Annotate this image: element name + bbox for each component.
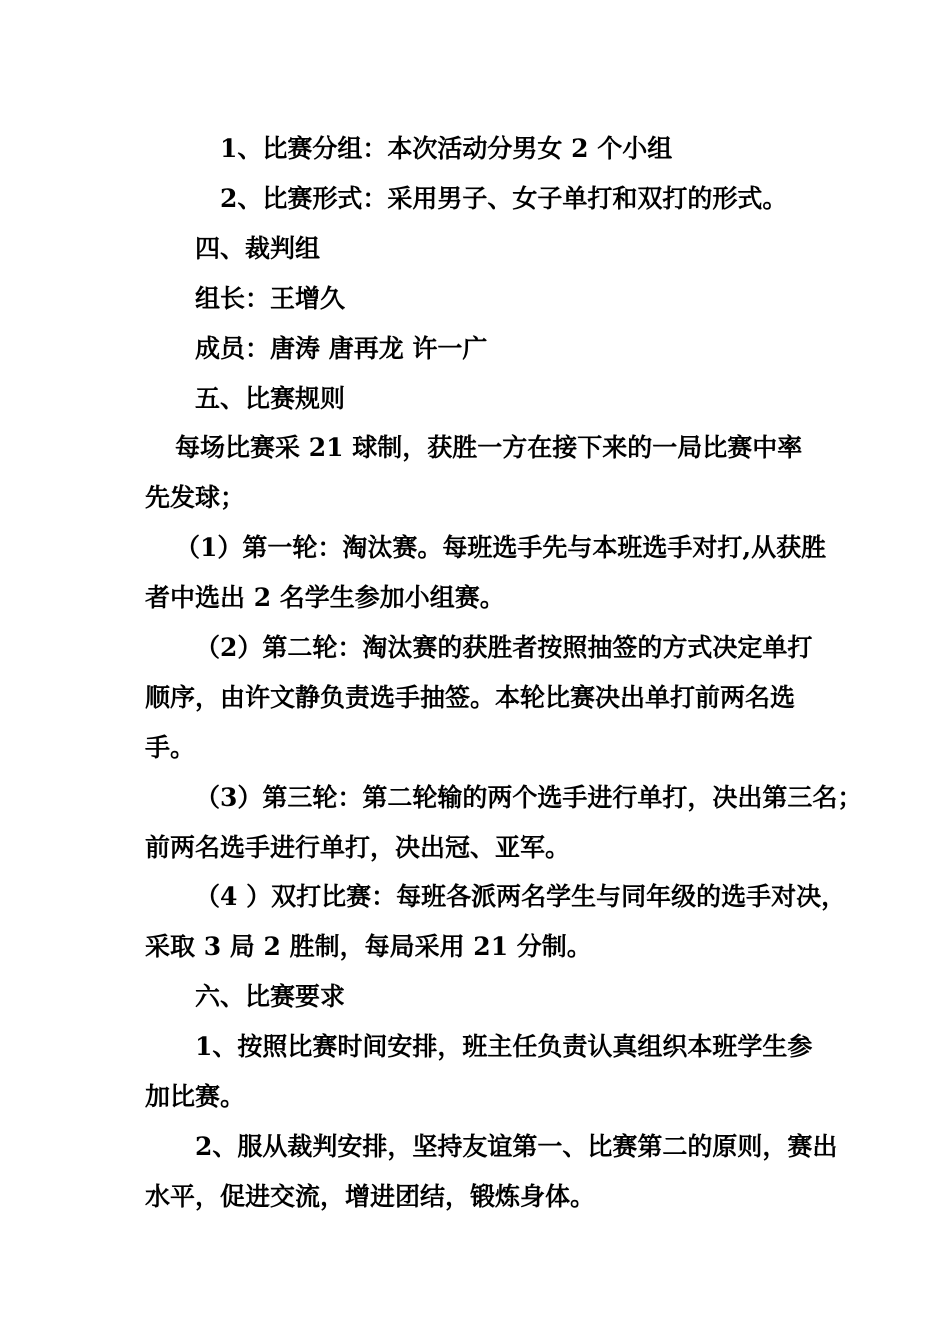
text-line-round-2-end: 手。 (145, 733, 196, 762)
text-line-doubles: （4 ）双打比赛：每班各派两名学生与同年级的选手对决， (195, 882, 847, 911)
heading-referee-group: 四、裁判组 (195, 234, 321, 263)
text-line-leader: 组长：王增久 (195, 284, 346, 313)
text-line-round-1-cont: 者中选出 2 名学生参加小组赛。 (145, 583, 505, 612)
text-line-requirement-1-cont: 加比赛。 (145, 1082, 246, 1111)
text-line-round-2-cont: 顺序，由许文静负责选手抽签。本轮比赛决出单打前两名选 (145, 683, 796, 712)
text-line-grouping: 1、比赛分组：本次活动分男女 2 个小组 (220, 134, 673, 163)
text-line-rule-scoring-cont: 先发球； (145, 483, 246, 512)
text-line-members: 成员：唐涛 唐再龙 许一广 (195, 334, 488, 363)
text-line-requirement-1: 1、按照比赛时间安排，班主任负责认真组织本班学生参 (195, 1032, 813, 1061)
heading-rules: 五、比赛规则 (195, 384, 346, 413)
text-line-requirement-2-cont: 水平，促进交流，增进团结，锻炼身体。 (145, 1182, 596, 1211)
heading-requirements: 六、比赛要求 (195, 982, 346, 1011)
text-line-round-1: （1）第一轮：淘汰赛。每班选手先与本班选手对打,从获胜 (175, 533, 827, 562)
text-line-round-3-cont: 前两名选手进行单打，决出冠、亚军。 (145, 833, 571, 862)
text-line-requirement-2: 2、服从裁判安排，坚持友谊第一、比赛第二的原则，赛出 (195, 1132, 838, 1161)
text-line-doubles-cont: 采取 3 局 2 胜制，每局采用 21 分制。 (145, 932, 592, 961)
text-line-format: 2、比赛形式：采用男子、女子单打和双打的形式。 (220, 184, 788, 213)
text-line-round-3: （3）第三轮：第二轮输的两个选手进行单打，决出第三名； (195, 783, 863, 812)
text-line-rule-scoring: 每场比赛采 21 球制，获胜一方在接下来的一局比赛中率 (175, 433, 803, 462)
text-line-round-2: （2）第二轮：淘汰赛的获胜者按照抽签的方式决定单打 (195, 633, 813, 662)
